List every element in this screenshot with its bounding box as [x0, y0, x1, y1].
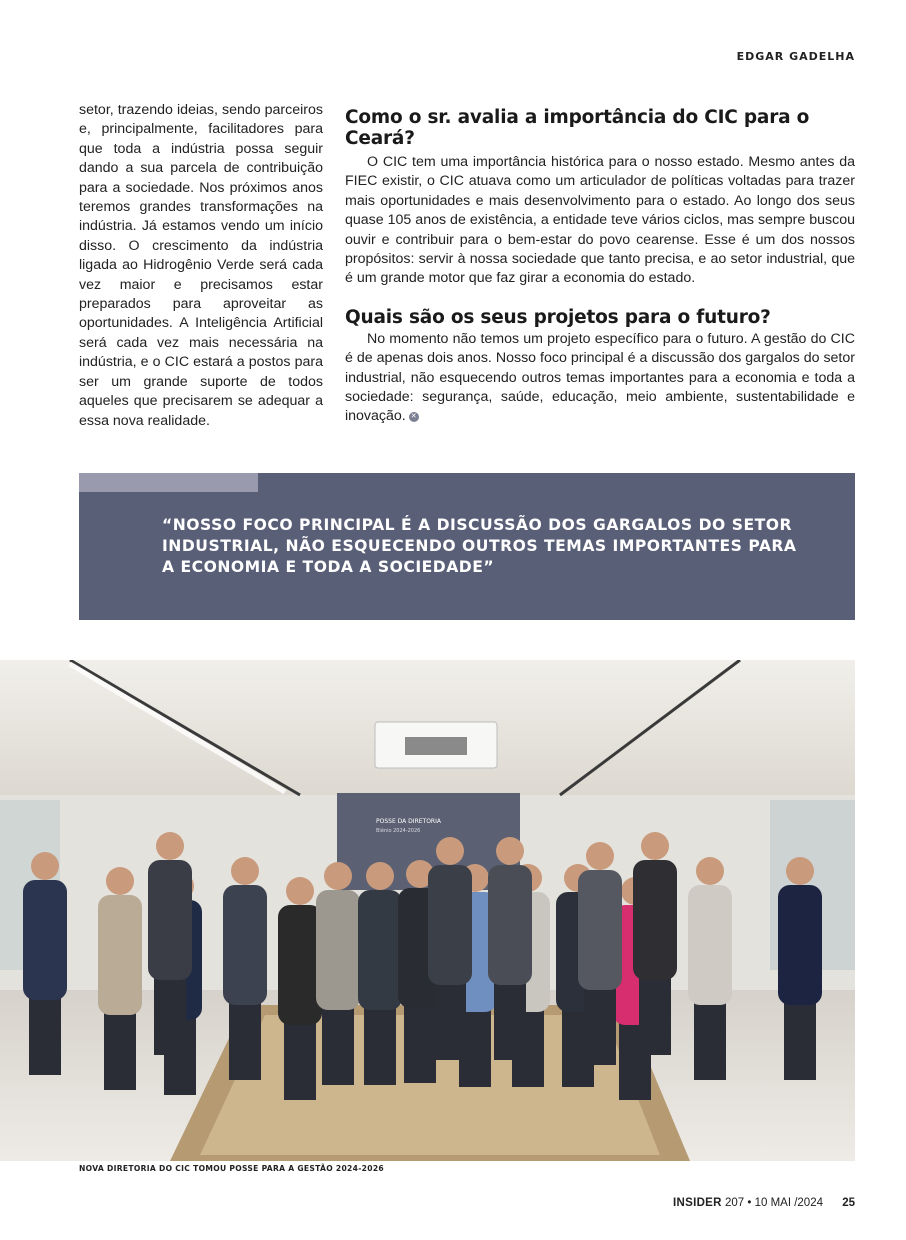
- photo-ac-grille: [405, 737, 467, 755]
- interview-question-1: Como o sr. avalia a importância do CIC para o Ceará?: [345, 107, 810, 149]
- photo-person-legs: [404, 1003, 436, 1083]
- photo-person-body: [688, 885, 732, 1005]
- photo-person-body: [488, 865, 532, 985]
- photo-person-body: [148, 860, 192, 980]
- photo-person-legs: [322, 1005, 354, 1085]
- article-left-column: [79, 101, 323, 431]
- running-head-author: EDGAR GADELHA: [736, 50, 855, 63]
- group-photo: [0, 660, 855, 1161]
- photo-person-legs: [229, 1000, 261, 1080]
- footer-page-number: 25: [842, 1197, 855, 1209]
- photo-person-body: [428, 865, 472, 985]
- photo-person-body: [358, 890, 402, 1010]
- photo-person-legs: [434, 980, 466, 1060]
- footer-issue-number: 207: [724, 1197, 745, 1209]
- footer-date: 10 MAI /2024: [754, 1197, 823, 1209]
- footer-separator: •: [747, 1197, 752, 1209]
- photo-person-head: [586, 842, 614, 870]
- photo-person-legs: [29, 995, 61, 1075]
- photo-person-head: [696, 857, 724, 885]
- photo-person-legs: [364, 1005, 396, 1085]
- photo-person-legs: [584, 985, 616, 1065]
- pull-quote-tab: [79, 473, 258, 492]
- interview-answer-2: [345, 330, 855, 427]
- photo-person-head: [231, 857, 259, 885]
- photo-person-head: [156, 832, 184, 860]
- photo-person-body: [578, 870, 622, 990]
- article-paragraph: setor, trazendo ideias, sendo parceiros e, principalmente, facilitadores para que toda a indústria possa seguir dando a sua parcela de contribuição para a sociedade. Nos próximos anos teremos grandes transformações na indústria. Já estamos vendo um início disso. O crescimento da indústria ligada ao Hidrogênio Verde será cada vez maior e precisamos estar preparados para aproveitar as oportunidades. A Inteligência Artificial será cada vez mais necessária na indústria, e o CIC estará a postos para ser um grande suporte de todos aqueles que precisarem se adequar a essa nova realidade.: [79, 102, 323, 429]
- photo-person-head: [31, 852, 59, 880]
- photo-person-body: [98, 895, 142, 1015]
- photo-person-legs: [284, 1020, 316, 1100]
- page-footer: [673, 1197, 855, 1209]
- photo-person-head: [496, 837, 524, 865]
- photo-screen-title: POSSE DA DIRETORIA: [376, 818, 441, 825]
- photo-person-head: [106, 867, 134, 895]
- photo-screen-subtitle: Biênio 2024-2026: [376, 828, 421, 834]
- pull-quote-text: “NOSSO FOCO PRINCIPAL É A DISCUSSÃO DOS GARGALOS DO SETOR INDUSTRIAL, NÃO ESQUECENDO OUTROS TEMAS IMPORTANTES PARA A ECONOMIA E TODA A SOCIEDADE”: [162, 516, 797, 576]
- photo-person-legs: [154, 975, 186, 1055]
- photo-person-head: [436, 837, 464, 865]
- photo-person-legs: [639, 975, 671, 1055]
- photo-person-legs: [694, 1000, 726, 1080]
- photo-person-head: [366, 862, 394, 890]
- photo-person-body: [778, 885, 822, 1005]
- photo-person-head: [286, 877, 314, 905]
- group-photo-illustration: [0, 660, 855, 1161]
- photo-person-head: [324, 862, 352, 890]
- photo-person-head: [786, 857, 814, 885]
- interview-question-2: Quais são os seus projetos para o futuro?: [345, 306, 771, 328]
- photo-person-body: [316, 890, 360, 1010]
- photo-person-body: [23, 880, 67, 1000]
- article-right-column: [345, 107, 855, 427]
- photo-person-legs: [104, 1010, 136, 1090]
- photo-person-head: [641, 832, 669, 860]
- pull-quote-box: [79, 473, 855, 620]
- photo-person-body: [633, 860, 677, 980]
- photo-caption: NOVA DIRETORIA DO CIC TOMOU POSSE PARA A GESTÃO 2024-2026: [79, 1164, 385, 1173]
- article-end-mark-icon: ✕: [409, 412, 419, 422]
- interview-answer-2-text: No momento não temos um projeto específico para o futuro. A gestão do CIC é de apenas dois anos. Nosso foco principal é a discussão dos gargalos do setor industrial, não esquecendo outros temas importantes para a economia e toda a sociedade: segurança, saúde, educação, meio ambiente, sustentabilidade e inovação.: [345, 330, 855, 425]
- photo-person-legs: [494, 980, 526, 1060]
- footer-magazine-name: INSIDER: [673, 1197, 722, 1209]
- photo-person-legs: [784, 1000, 816, 1080]
- photo-person-body: [278, 905, 322, 1025]
- photo-person-body: [223, 885, 267, 1005]
- interview-answer-1: O CIC tem uma importância histórica para o nosso estado. Mesmo antes da FIEC existir, o CIC atuava como um articulador de políticas voltadas para trazer mais oportunidades e mais desenvolvimento para o estado. Ao longo dos seus quase 105 anos de existência, a entidade teve vários ciclos, mas sempre buscou ouvir e contribuir para o bem-estar do povo cearense. Esse é um dos nossos propósitos: servir à nossa sociedade que tanto precisa, e ao setor industrial, que é um grande motor que faz girar a economia do estado.: [345, 154, 855, 287]
